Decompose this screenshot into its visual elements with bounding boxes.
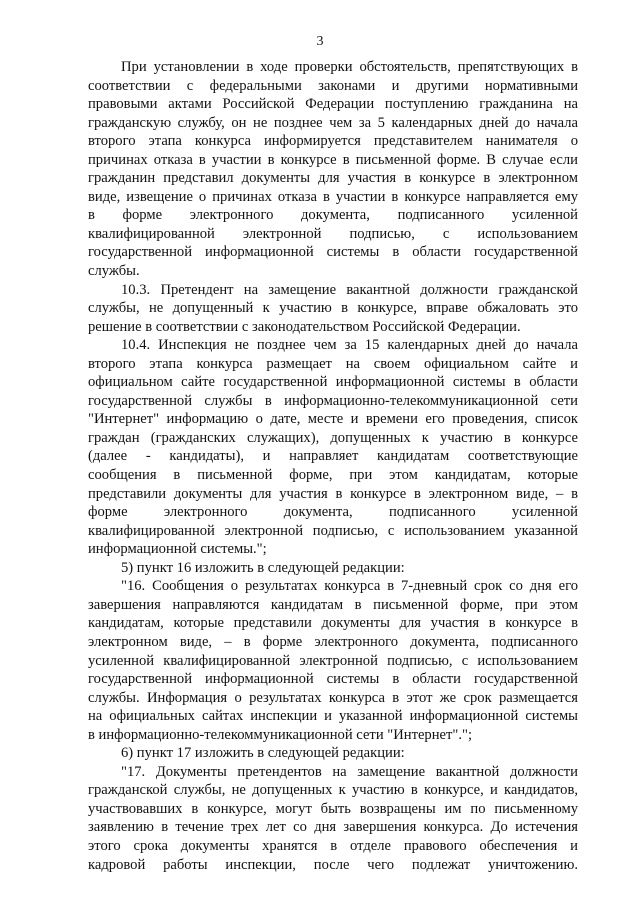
text-line: второго этапа конкурса размещает на своем официальном сайте и	[88, 355, 578, 372]
text-line: этого срока документы хранятся в отделе правового обеспечения и	[88, 837, 578, 854]
text-line: в информационно-телекоммуникационной сети "Интернет".";	[88, 726, 473, 743]
text-line: информационной системы.";	[88, 541, 267, 558]
text-line: государственной информационной системы в области государственной	[88, 244, 578, 261]
text-line: "17. Документы претендентов на замещение вакантной должности	[121, 763, 578, 780]
text-line: квалифицированной электронной подписью, с использованием указанной	[88, 522, 578, 539]
text-line: на официальных сайтах инспекции и указанной информационной системы	[88, 708, 578, 725]
text-line: государственной службы в информационно-телекоммуникационной сети	[88, 392, 578, 409]
text-line: гражданин представил документы для участия в конкурсе в электронном	[88, 170, 578, 187]
text-line: "16. Сообщения о результатах конкурса в 7-дневный срок со дня его	[121, 578, 578, 595]
text-line: 10.4. Инспекция не позднее чем за 15 календарных дней до начала	[121, 337, 578, 354]
text-line: кандидатам, которые представили документы для участия в конкурсе в	[88, 615, 578, 632]
text-line: решение в соответствии с законодательством Российской Федерации.	[88, 318, 521, 335]
text-line: (далее - кандидаты), и направляет кандидатам соответствующие	[88, 448, 578, 465]
text-line: "Интернет" информацию о дате, месте и времени его проведения, список	[88, 411, 578, 428]
text-line: усиленной квалифицированной электронной подписью, с использованием	[88, 652, 578, 669]
document-body	[88, 58, 578, 874]
text-line: граждан (гражданских служащих), допущенных к участию в конкурсе	[88, 429, 578, 446]
text-line: гражданскую службу, он не позднее чем за 5 календарных дней до начала	[88, 114, 578, 131]
text-line: сообщения в письменной форме, при этом кандидатам, которые	[88, 467, 578, 484]
text-line: виде, извещение о причинах отказа в участии в конкурсе направляется ему	[88, 188, 578, 205]
text-line: квалифицированной электронной подписью, с использованием	[88, 225, 578, 242]
text-line: При установлении в ходе проверки обстоятельств, препятствующих в	[121, 59, 578, 75]
text-line: официальном сайте государственной информационной системы в области	[88, 374, 578, 391]
text-line: электронном виде, – в форме электронного документа, подписанного	[88, 633, 578, 650]
text-line: государственной информационной системы в области государственной	[88, 671, 578, 688]
text-line: службы.	[88, 263, 140, 280]
text-line: соответствии с федеральными законами и другими нормативными	[88, 77, 578, 94]
text-line: кадровой работы инспекции, после чего подлежат уничтожению.	[88, 856, 578, 873]
text-line: представили документы для участия в конкурсе в электронном виде, – в	[88, 485, 578, 502]
text-line: в форме электронного документа, подписанного усиленной	[88, 207, 578, 224]
text-line: службы. Информация о результатах конкурса в этот же срок размещается	[88, 689, 578, 706]
text-line: второго этапа конкурса информируется представителем нанимателя о	[88, 133, 578, 150]
text-line: 10.3. Претендент на замещение вакантной должности гражданской	[121, 281, 578, 298]
text-line: 6) пункт 17 изложить в следующей редакции:	[121, 745, 405, 762]
text-line: 5) пункт 16 изложить в следующей редакции:	[121, 559, 405, 576]
text-line: заявлению в течение трех лет со дня завершения конкурса. До истечения	[88, 819, 578, 836]
text-line: причинах отказа в участии в конкурсе в письменной форме. В случае если	[88, 151, 578, 168]
text-line: завершения направляются кандидатам в письменной форме, при этом	[88, 596, 578, 613]
text-line: правовыми актами Российской Федерации поступлению гражданина на	[88, 96, 578, 113]
text-line: участвовавших в конкурсе, могут быть возвращены им по письменному	[88, 800, 578, 817]
text-line: гражданской службы, не допущенных к участию в конкурсе, и кандидатов,	[88, 782, 578, 799]
text-line: форме электронного документа, подписанного усиленной	[88, 504, 578, 521]
text-line: службы, не допущенный к участию в конкурсе, вправе обжаловать это	[88, 300, 578, 317]
page-number: 3	[316, 34, 324, 49]
